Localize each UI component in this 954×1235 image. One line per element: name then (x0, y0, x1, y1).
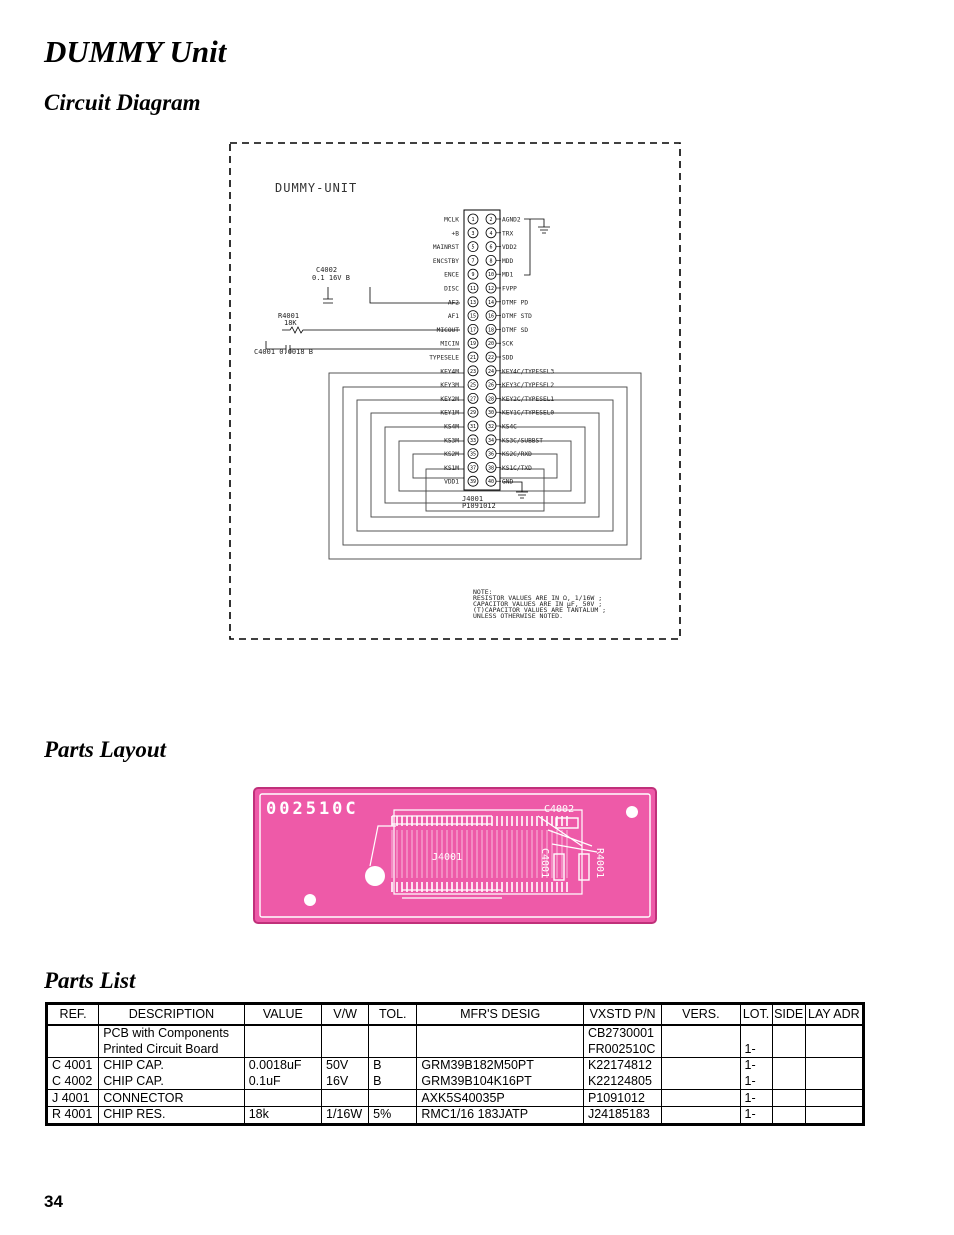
note-line: RESISTOR VALUES ARE IN Ω, 1/16W ; (473, 594, 603, 602)
pin-number: 33 (469, 437, 477, 444)
pin-label-left: MICOUT (436, 326, 459, 334)
pin-number: 2 (489, 217, 493, 223)
pcb-j4001-label: J4001 (432, 852, 463, 863)
table-cell (662, 1058, 740, 1074)
table-cell: C 4002 (47, 1074, 99, 1090)
pin-number: 12 (487, 286, 495, 292)
table-cell (772, 1090, 805, 1107)
table-cell (740, 1025, 772, 1042)
table-cell: GRM39B182M50PT (417, 1058, 584, 1074)
pin-label-right: DTMF STD (502, 313, 532, 321)
col-description: DESCRIPTION (99, 1004, 245, 1026)
table-cell: C 4001 (47, 1058, 99, 1074)
pin-label-right: MD1 (502, 271, 514, 279)
pin-label-left: AF1 (447, 313, 459, 321)
table-cell (805, 1106, 863, 1124)
circuit-diagram (228, 141, 684, 643)
pin-number: 14 (487, 299, 495, 306)
table-cell: 0.0018uF (244, 1058, 321, 1074)
pin-label-left: +B (451, 230, 459, 238)
pin-number: 39 (469, 479, 477, 486)
pin-label-right: VDD2 (502, 244, 517, 252)
col-side: SIDE (772, 1004, 805, 1026)
pin-number: 11 (469, 286, 477, 292)
table-cell (772, 1042, 805, 1058)
pin-number: 1 (471, 217, 475, 223)
table-header (47, 1004, 864, 1026)
pin-label-right: FVPP (502, 285, 517, 293)
pcb-c4002-label: C4002 (544, 804, 575, 815)
pin-number: 5 (471, 244, 475, 251)
col-ref: REF. (47, 1004, 99, 1026)
table-cell: 1- (740, 1042, 772, 1058)
pin-number: 24 (487, 368, 495, 375)
table-cell: 50V (322, 1058, 369, 1074)
r4001-value: 18K (284, 319, 297, 327)
table-cell: CHIP CAP. (99, 1074, 245, 1090)
pin-label-right: SDD (502, 354, 514, 362)
table-cell: K22174812 (583, 1058, 661, 1074)
table-cell (805, 1058, 863, 1074)
connector-pn: P1091012 (462, 502, 496, 510)
pin-label-left: KS4M (444, 423, 459, 431)
pin-number: 22 (487, 355, 495, 361)
mount-hole (304, 894, 316, 906)
col-lot: LOT. (740, 1004, 772, 1026)
pin-number: 18 (487, 327, 495, 334)
parts-table (45, 1002, 865, 1126)
board-code: 002510C (266, 799, 359, 819)
table-cell: Printed Circuit Board (99, 1042, 245, 1058)
pin-label-right: KS3C/SUBBST (502, 437, 543, 445)
table-cell (322, 1090, 369, 1107)
col-mfr: MFR'S DESIG (417, 1004, 584, 1026)
table-cell: K22124805 (583, 1074, 661, 1090)
note-line: (T)CAPACITOR VALUES ARE TANTALUM ; (473, 606, 607, 614)
pin-number: 20 (487, 341, 495, 348)
table-row (47, 1106, 864, 1124)
table-cell (662, 1025, 740, 1042)
mount-hole (365, 866, 385, 886)
table-row (47, 1058, 864, 1074)
pin-number: 40 (487, 479, 495, 486)
pin-number: 34 (487, 437, 495, 444)
pin-number: 21 (469, 355, 477, 361)
pin-label-left: KEY1M (440, 409, 459, 417)
table-cell: CHIP RES. (99, 1106, 245, 1124)
table-cell: J24185183 (583, 1106, 661, 1124)
pin-number: 23 (469, 368, 477, 375)
table-row (47, 1090, 864, 1107)
table-cell (417, 1025, 584, 1042)
pin-label-left: KS2M (444, 451, 459, 459)
pin-number: 25 (469, 382, 477, 389)
table-cell (47, 1042, 99, 1058)
c4002-value: 0.1 16V B (312, 274, 350, 282)
pin-label-left: ENCSTBY (432, 257, 459, 265)
pin-label-left: ENCE (444, 271, 459, 279)
col-value: VALUE (244, 1004, 321, 1026)
note-line: UNLESS OTHERWISE NOTED. (473, 612, 564, 620)
pin-label-right: KEY3C/TYPESEL2 (502, 382, 555, 390)
pin-number: 27 (469, 396, 477, 403)
table-row (47, 1042, 864, 1058)
pin-number: 31 (469, 424, 477, 430)
table-cell: 1- (740, 1074, 772, 1090)
pin-number: 30 (487, 410, 495, 417)
pin-label-right: DTMF SD (502, 326, 529, 334)
section-parts-layout: Parts Layout (44, 737, 167, 762)
table-cell: 0.1uF (244, 1074, 321, 1090)
pin-number: 37 (469, 465, 477, 472)
table-cell: CB2730001 (583, 1025, 661, 1042)
pin-label-left: TYPESELE (429, 354, 459, 362)
pin-number: 10 (487, 272, 495, 279)
table-cell (662, 1090, 740, 1107)
table-cell (369, 1090, 417, 1107)
table-cell (369, 1025, 417, 1042)
table-cell (772, 1074, 805, 1090)
pin-number: 13 (469, 299, 477, 306)
table-cell: 16V (322, 1074, 369, 1090)
table-cell (47, 1025, 99, 1042)
pin-label-left: KS1M (444, 464, 459, 472)
pin-label-left: KEY4M (440, 368, 459, 376)
table-cell: 1- (740, 1058, 772, 1074)
pin-number: 32 (487, 424, 495, 430)
pin-label-right: KEY2C/TYPESEL1 (502, 395, 555, 403)
pin-label-right: TRX (502, 230, 514, 238)
pin-number: 38 (487, 465, 495, 472)
table-cell (805, 1025, 863, 1042)
c4001-label: C4001 0.0018 B (254, 348, 314, 356)
pin-label-left: KEY3M (440, 382, 459, 390)
pin-number: 4 (489, 230, 493, 237)
note-line: NOTE: (473, 588, 493, 596)
col-vers: VERS. (662, 1004, 740, 1026)
table-row (47, 1074, 864, 1090)
section-parts-list: Parts List (44, 968, 136, 993)
pin-number: 7 (471, 258, 475, 265)
pin-label-right: KEY1C/TYPESEL0 (502, 409, 555, 417)
table-cell: B (369, 1074, 417, 1090)
section-circuit-diagram: Circuit Diagram (44, 90, 201, 115)
table-cell (662, 1074, 740, 1090)
table-cell (772, 1106, 805, 1124)
table-cell (244, 1042, 321, 1058)
pin-number: 26 (487, 382, 495, 389)
table-cell (662, 1042, 740, 1058)
table-cell (244, 1090, 321, 1107)
table-cell: 1/16W (322, 1106, 369, 1124)
pin-number: 6 (489, 244, 493, 251)
pin-number: 8 (489, 258, 493, 265)
pin-label-left: AF2 (447, 299, 459, 307)
table-cell: CHIP CAP. (99, 1058, 245, 1074)
pin-label-right: KS4C (502, 423, 517, 431)
table-cell: FR002510C (583, 1042, 661, 1058)
pcb-r4001-label: R4001 (594, 848, 605, 879)
note-line: CAPACITOR VALUES ARE IN μF, 50V ; (473, 600, 603, 608)
table-cell: P1091012 (583, 1090, 661, 1107)
page-number: 34 (44, 1192, 63, 1211)
col-pn: VXSTD P/N (583, 1004, 661, 1026)
table-cell: 1- (740, 1106, 772, 1124)
table-cell: J 4001 (47, 1090, 99, 1107)
pin-number: 35 (469, 451, 477, 458)
pin-label-left: MAINRST (432, 244, 459, 252)
table-cell (662, 1106, 740, 1124)
table-cell: AXK5S40035P (417, 1090, 584, 1107)
table-cell: B (369, 1058, 417, 1074)
pin-label-right: SCK (502, 340, 514, 348)
r4001-ref: R4001 (278, 312, 300, 320)
c4002-ref: C4002 (316, 266, 338, 274)
table-cell: CONNECTOR (99, 1090, 245, 1107)
pin-label-left: DISC (444, 285, 459, 293)
col-vw: V/W (322, 1004, 369, 1026)
table-cell (417, 1042, 584, 1058)
table-cell (772, 1025, 805, 1042)
mount-hole (626, 806, 638, 818)
pin-label-right: KS2C/RXD (502, 451, 532, 459)
table-cell: 1- (740, 1090, 772, 1107)
pin-number: 28 (487, 396, 495, 403)
pin-label-right: KS1C/TXD (502, 464, 532, 472)
pin-number: 17 (469, 327, 477, 334)
pin-number: 16 (487, 313, 495, 320)
table-cell: R 4001 (47, 1106, 99, 1124)
connector-ref: J4001 (462, 495, 484, 503)
table-cell (805, 1042, 863, 1058)
page-title: DUMMY Unit (44, 34, 227, 69)
table-cell: 5% (369, 1106, 417, 1124)
col-lay-adr: LAY ADR (805, 1004, 863, 1026)
table-cell: 18k (244, 1106, 321, 1124)
pin-number: 15 (469, 313, 477, 320)
pcb-c4001-label: C4001 (539, 848, 550, 879)
pin-label-left: KEY2M (440, 395, 459, 403)
table-cell (322, 1042, 369, 1058)
table-cell: RMC1/16 183JATP (417, 1106, 584, 1124)
pin-number: 3 (471, 230, 475, 237)
pin-label-left: MICIN (440, 340, 459, 348)
pin-number: 9 (471, 272, 475, 279)
table-row (47, 1025, 864, 1042)
pin-label-left: KS3M (444, 437, 459, 445)
pin-number: 19 (469, 341, 477, 348)
pin-label-left: MCLK (444, 216, 459, 224)
pin-label-right: KEY4C/TYPESEL3 (502, 368, 555, 376)
pin-label-right: GND (502, 478, 514, 486)
table-cell (805, 1090, 863, 1107)
pin-number: 29 (469, 410, 477, 417)
pin-label-right: MDD (502, 257, 514, 265)
table-cell (369, 1042, 417, 1058)
table-cell (772, 1058, 805, 1074)
table-cell: PCB with Components (99, 1025, 245, 1042)
pcb-layout (252, 786, 658, 926)
pin-label-left: VDD1 (444, 478, 459, 486)
pin-label-right: AGND2 (502, 216, 521, 224)
table-cell (805, 1074, 863, 1090)
table-cell: GRM39B104K16PT (417, 1074, 584, 1090)
col-tol: TOL. (369, 1004, 417, 1026)
unit-label: DUMMY-UNIT (275, 181, 358, 195)
pin-label-right: DTMF PD (502, 299, 529, 307)
pin-number: 36 (487, 451, 495, 458)
table-cell (244, 1025, 321, 1042)
table-cell (322, 1025, 369, 1042)
